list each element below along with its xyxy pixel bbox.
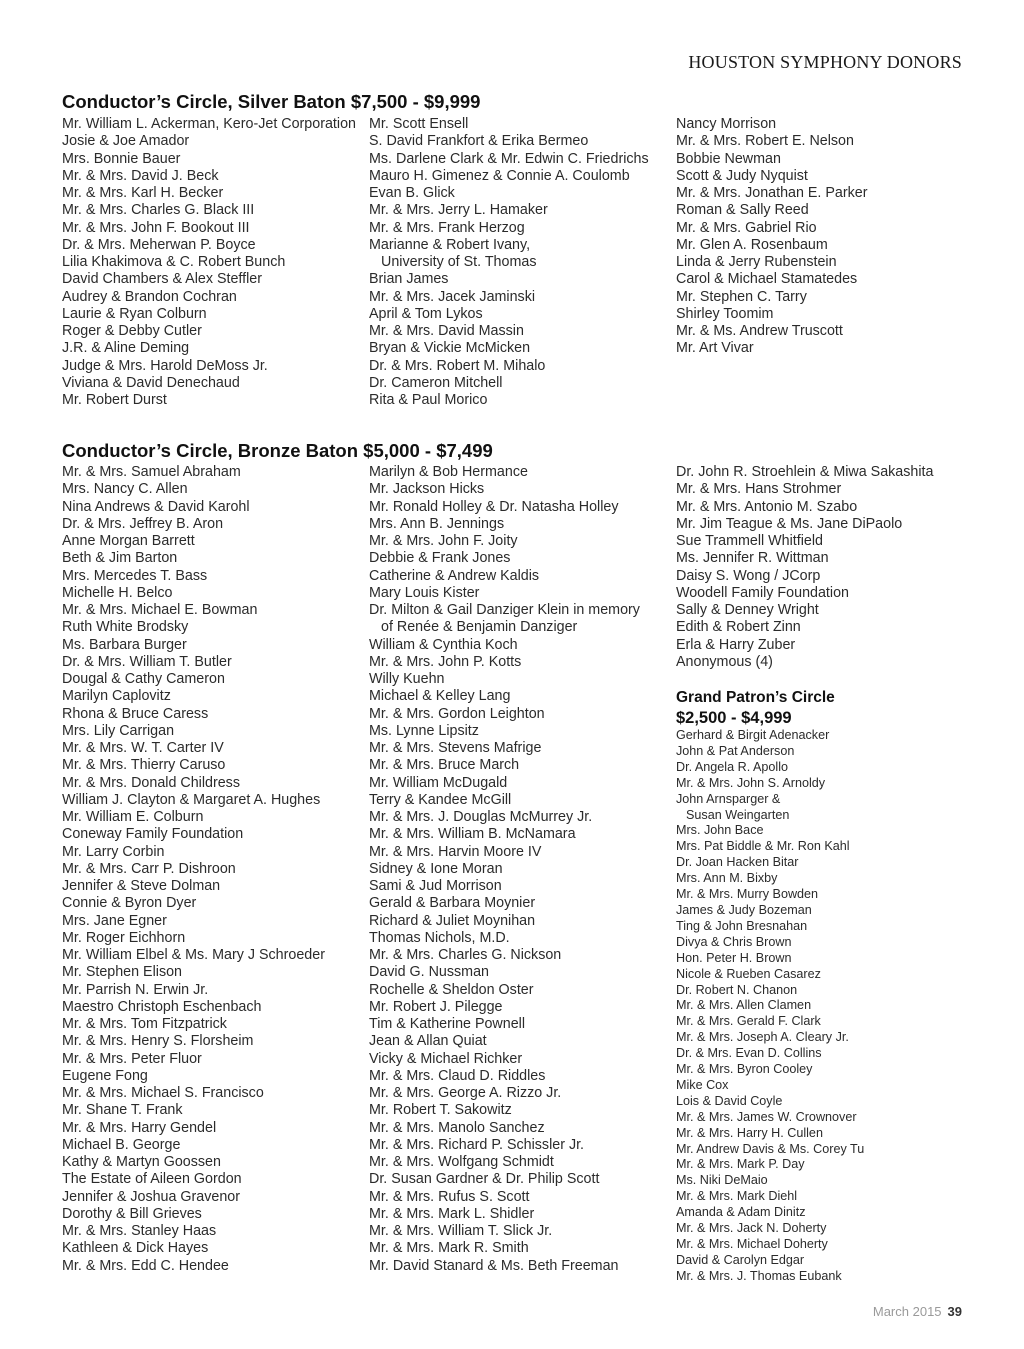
- donor-name: Bryan & Vickie McMicken: [369, 340, 531, 357]
- donor-name: Anonymous (4): [676, 653, 773, 670]
- donor-name: Mr. & Mrs. John P. Kotts: [369, 653, 522, 670]
- donor-name: Susan Weingarten: [686, 807, 790, 822]
- donor-name: Mr. & Mrs. Donald Childress: [62, 774, 240, 791]
- grand-patron-heading: [676, 688, 835, 728]
- donor-name: Dr. & Mrs. Jeffrey B. Aron: [62, 515, 224, 532]
- donor-name: Mrs. Bonnie Bauer: [62, 150, 181, 167]
- donor-name: Lilia Khakimova & C. Robert Bunch: [62, 254, 286, 270]
- donor-name: Dr. & Mrs. Meherwan P. Boyce: [62, 236, 256, 253]
- donor-name: Dr. Cameron Mitchell: [369, 374, 503, 391]
- donor-name: Mr. & Mrs. Stevens Mafrige: [369, 740, 542, 756]
- donor-name: Ms. Niki DeMaio: [676, 1173, 768, 1188]
- donor-name: Mr. & Mrs. David Massin: [369, 323, 524, 339]
- donor-name: Mr. Jim Teague & Ms. Jane DiPaolo: [676, 515, 903, 532]
- donor-name: Sue Trammell Whitfield: [676, 533, 823, 549]
- donor-name: Mary Louis Kister: [369, 584, 480, 601]
- donor-name: Dorothy & Bill Grieves: [62, 1205, 202, 1222]
- donor-name: Mr. Shane T. Frank: [62, 1102, 183, 1119]
- donor-name: Dr. Angela R. Apollo: [676, 759, 789, 774]
- donor-name: Mr. Glen A. Rosenbaum: [676, 236, 828, 253]
- donor-name: Sally & Denney Wright: [676, 602, 819, 618]
- donor-name: Nicole & Rueben Casarez: [676, 966, 821, 981]
- donor-name: Mr. & Mrs. Rufus S. Scott: [369, 1188, 530, 1205]
- donor-name: Ms. Darlene Clark & Mr. Edwin C. Friedrichs: [369, 150, 649, 167]
- donor-name: Mike Cox: [676, 1077, 729, 1092]
- donor-name: Edith & Robert Zinn: [676, 619, 801, 636]
- donor-name: Mr. & Mrs. Stanley Haas: [62, 1223, 217, 1239]
- donor-name: Mr. William L. Ackerman, Kero-Jet Corporation: [62, 116, 356, 132]
- donor-name: Mr. & Mrs. Tom Fitzpatrick: [62, 1016, 227, 1032]
- donor-name: Bobbie Newman: [676, 150, 781, 167]
- donor-name: Mr. & Mrs. J. Thomas Eubank: [676, 1268, 842, 1283]
- donor-name: Mr. Roger Eichhorn: [62, 929, 186, 946]
- donor-name: Mrs. John Bace: [676, 823, 764, 838]
- donor-name: Mr. & Mrs. Jonathan E. Parker: [676, 185, 868, 201]
- donor-name: Sidney & Ione Moran: [369, 860, 503, 877]
- donor-name: Mr. & Mrs. Jerry L. Hamaker: [369, 202, 548, 219]
- donor-name: Mr. & Mrs. Charles G. Black III: [62, 202, 255, 219]
- donor-name: Ting & John Bresnahan: [676, 918, 808, 933]
- donor-name: Mrs. Lily Carrigan: [62, 722, 175, 739]
- donor-name: Mr. & Mrs. Henry S. Florsheim: [62, 1033, 254, 1050]
- donor-name: Nina Andrews & David Karohl: [62, 498, 250, 515]
- donor-name: Evan B. Glick: [369, 185, 455, 201]
- donor-name: Connie & Byron Dyer: [62, 895, 197, 912]
- donor-name: Mr. Stephen Elison: [62, 964, 183, 981]
- donor-name: Mr. & Mrs. Mark Diehl: [676, 1189, 798, 1204]
- donor-name: Mr. Art Vivar: [676, 340, 754, 357]
- donor-name: Mr. & Mrs. Byron Cooley: [676, 1062, 813, 1077]
- donor-name: Mr. & Mrs. Harry H. Cullen: [676, 1125, 823, 1140]
- donor-name: Mr. William Elbel & Ms. Mary J Schroeder: [62, 947, 325, 963]
- donor-name: Mr. & Mrs. Gerald F. Clark: [676, 1014, 821, 1029]
- donor-name: Ms. Jennifer R. Wittman: [676, 550, 829, 567]
- publication-header: HOUSTON SYMPHONY DONORS: [688, 52, 962, 72]
- donor-name: Mr. & Mrs. Jack N. Doherty: [676, 1221, 827, 1236]
- donor-name: John Arnsparger &: [676, 791, 781, 806]
- donor-name: Mr. & Mrs. Mark R. Smith: [369, 1240, 529, 1257]
- donor-name: Dougal & Cathy Cameron: [62, 671, 225, 687]
- donor-name: Mrs. Nancy C. Allen: [62, 481, 188, 498]
- donor-name: Tim & Katherine Pownell: [369, 1016, 526, 1032]
- donor-name: Mr. David Stanard & Ms. Beth Freeman: [369, 1257, 619, 1274]
- donor-name: Jennifer & Steve Dolman: [62, 878, 221, 894]
- donor-name: Terry & Kandee McGill: [369, 791, 512, 808]
- donor-name: Willy Kuehn: [369, 671, 445, 687]
- donor-name: Richard & Juliet Moynihan: [369, 912, 536, 929]
- donor-name: Marilyn Caplovitz: [62, 688, 171, 705]
- donor-name: William & Cynthia Koch: [369, 636, 518, 653]
- grand-patron-donors-column: [676, 728, 976, 1285]
- donor-name: Viviana & David Denechaud: [62, 374, 240, 391]
- donor-name: Ms. Barbara Burger: [62, 636, 187, 653]
- donor-name: Mr. & Mrs. Frank Herzog: [369, 219, 525, 236]
- donor-name: Mr. & Mrs. David J. Beck: [62, 167, 219, 184]
- silver-donors-column-1: [62, 116, 362, 409]
- donor-name: Kathy & Martyn Goossen: [62, 1154, 221, 1170]
- donor-name: Mrs. Ann M. Bixby: [676, 871, 778, 886]
- donor-name: J.R. & Aline Deming: [62, 340, 190, 357]
- donor-name: Jean & Allan Quiat: [369, 1033, 487, 1050]
- donor-name: Mr. & Mrs. J. Douglas McMurrey Jr.: [369, 809, 593, 825]
- donor-name: Dr. Milton & Gail Danziger Klein in memory: [369, 602, 640, 618]
- donor-name: Mr. & Mrs. William B. McNamara: [369, 826, 576, 843]
- donor-name: Ruth White Brodsky: [62, 619, 189, 636]
- page-number: 39: [947, 1304, 962, 1319]
- donor-name: Mr. & Mrs. W. T. Carter IV: [62, 740, 224, 756]
- bronze-donors-column-3: [676, 464, 976, 671]
- donor-name: Coneway Family Foundation: [62, 826, 244, 843]
- donor-name: Mr. & Mrs. Hans Strohmer: [676, 481, 842, 498]
- donor-name: Lois & David Coyle: [676, 1093, 783, 1108]
- donor-name: John & Pat Anderson: [676, 743, 795, 758]
- donor-name: Mr. & Mrs. Robert E. Nelson: [676, 133, 854, 150]
- donor-name: William J. Clayton & Margaret A. Hughes: [62, 791, 321, 808]
- donor-name: Mr. & Mrs. John S. Arnoldy: [676, 775, 826, 790]
- donor-name: Ms. Lynne Lipsitz: [369, 722, 479, 739]
- donor-name: Daisy S. Wong / JCorp: [676, 567, 821, 584]
- donor-name: The Estate of Aileen Gordon: [62, 1171, 242, 1188]
- donor-name: of Renée & Benjamin Danziger: [381, 619, 578, 636]
- bronze-donors-column-2: [369, 464, 669, 1275]
- donor-name: James & Judy Bozeman: [676, 902, 812, 917]
- donor-name: Kathleen & Dick Hayes: [62, 1240, 209, 1257]
- donor-name: Dr. Joan Hacken Bitar: [676, 855, 799, 870]
- donor-name: Mr. & Mrs. Richard P. Schissler Jr.: [369, 1136, 585, 1153]
- donor-name: Michael & Kelley Lang: [369, 688, 511, 705]
- donor-name: Anne Morgan Barrett: [62, 533, 195, 549]
- donor-name: Mr. & Mrs. Edd C. Hendee: [62, 1257, 229, 1274]
- donor-name: Mr. William E. Colburn: [62, 809, 204, 825]
- donor-name: Mr. & Mrs. Jacek Jaminski: [369, 288, 536, 305]
- donor-name: Mr. & Mrs. Charles G. Nickson: [369, 947, 562, 963]
- donor-name: Mr. & Mrs. George A. Rizzo Jr.: [369, 1085, 562, 1101]
- donor-name: Mr. Robert Durst: [62, 392, 167, 408]
- grand-patron-heading-range: $2,500 - $4,999: [676, 709, 792, 727]
- donor-name: Mr. William McDugald: [369, 774, 508, 791]
- silver-donors-column-3: [676, 116, 976, 358]
- donor-name: David G. Nussman: [369, 964, 489, 981]
- donor-name: Mr. Parrish N. Erwin Jr.: [62, 981, 209, 998]
- donor-name: Nancy Morrison: [676, 116, 777, 132]
- donor-name: Mr. Robert T. Sakowitz: [369, 1102, 512, 1119]
- donor-name: Shirley Toomim: [676, 305, 774, 322]
- donor-name: Beth & Jim Barton: [62, 550, 178, 567]
- donor-name: Josie & Joe Amador: [62, 133, 190, 150]
- silver-donors-column-2: [369, 116, 669, 409]
- donor-name: Mr. & Mrs. Claud D. Riddles: [369, 1067, 546, 1084]
- donor-name: Mr. Andrew Davis & Ms. Corey Tu: [676, 1141, 865, 1156]
- donor-name: Gerald & Barbara Moynier: [369, 895, 536, 912]
- donor-name: Catherine & Andrew Kaldis: [369, 567, 540, 584]
- donor-name: Dr. Susan Gardner & Dr. Philip Scott: [369, 1171, 600, 1188]
- donor-name: Dr. John R. Stroehlein & Miwa Sakashita: [676, 464, 934, 480]
- donor-name: Mr. & Mrs. Michael Doherty: [676, 1237, 828, 1251]
- donor-name: Mr. & Mrs. Harry Gendel: [62, 1119, 217, 1136]
- donor-name: Mr. Larry Corbin: [62, 843, 165, 860]
- donor-name: David Chambers & Alex Steffler: [62, 271, 262, 288]
- donor-name: Scott & Judy Nyquist: [676, 167, 808, 184]
- donor-name: Judge & Mrs. Harold DeMoss Jr.: [62, 357, 268, 374]
- donor-name: Mr. & Mrs. Peter Fluor: [62, 1050, 202, 1067]
- issue-date: March 2015: [872, 1304, 942, 1319]
- donor-name: Marilyn & Bob Hermance: [369, 464, 528, 480]
- donor-name: April & Tom Lykos: [369, 305, 483, 322]
- donor-name: Vicky & Michael Richker: [369, 1050, 523, 1067]
- donor-name: Rita & Paul Morico: [369, 392, 488, 408]
- donor-name: Mr. & Mrs. Thierry Caruso: [62, 757, 226, 774]
- donor-name: Mrs. Jane Egner: [62, 912, 167, 929]
- donor-name: Mr. & Mrs. John F. Joity: [369, 533, 518, 549]
- donor-name: Mr. & Mrs. Samuel Abraham: [62, 464, 241, 480]
- donor-name: Laurie & Ryan Colburn: [62, 305, 207, 322]
- donor-name: Mr. & Mrs. John F. Bookout III: [62, 219, 250, 236]
- donor-name: Mr. Robert J. Pilegge: [369, 998, 503, 1015]
- donor-name: Eugene Fong: [62, 1067, 148, 1084]
- silver-baton-heading: Conductor’s Circle, Silver Baton $7,500 - $9,999: [62, 91, 481, 112]
- donor-name: Amanda & Adam Dinitz: [676, 1205, 806, 1220]
- donor-name: Jennifer & Joshua Gravenor: [62, 1188, 241, 1205]
- donor-name: Mr. & Mrs. Bruce March: [369, 757, 520, 774]
- donor-name: Mr. & Mrs. William T. Slick Jr.: [369, 1223, 553, 1239]
- donor-name: Marianne & Robert Ivany,: [369, 236, 531, 253]
- donor-name: Mrs. Mercedes T. Bass: [62, 567, 208, 584]
- donor-name: Mr. & Mrs. Gabriel Rio: [676, 219, 817, 236]
- donor-name: University of St. Thomas: [381, 254, 537, 270]
- donor-name: Brian James: [369, 271, 449, 288]
- donor-name: Michael B. George: [62, 1136, 181, 1153]
- donor-name: Mr. Stephen C. Tarry: [676, 288, 807, 305]
- donor-name: Mr. & Mrs. James W. Crownover: [676, 1109, 857, 1124]
- donor-name: Thomas Nichols, M.D.: [369, 929, 510, 946]
- donor-name: Mr. & Mrs. Mark P. Day: [676, 1157, 805, 1172]
- donor-name: Debbie & Frank Jones: [369, 550, 511, 567]
- donor-name: Roger & Debby Cutler: [62, 323, 202, 339]
- page-footer: [873, 1304, 962, 1319]
- donor-name: Gerhard & Birgit Adenacker: [676, 728, 830, 742]
- donor-name: Maestro Christoph Eschenbach: [62, 998, 262, 1015]
- donor-name: Sami & Jud Morrison: [369, 878, 502, 894]
- bronze-donors-column-1: [62, 464, 362, 1275]
- donor-name: Rhona & Bruce Caress: [62, 705, 209, 722]
- donor-name: Mr. & Mrs. Allen Clamen: [676, 998, 812, 1013]
- donor-name: Divya & Chris Brown: [676, 934, 792, 949]
- donor-name: Dr. & Mrs. William T. Butler: [62, 653, 232, 670]
- donor-name: Mr. Ronald Holley & Dr. Natasha Holley: [369, 498, 619, 515]
- donor-name: Mr. & Mrs. Manolo Sanchez: [369, 1119, 545, 1136]
- donor-name: S. David Frankfort & Erika Bermeo: [369, 133, 589, 150]
- donor-name: Dr. & Mrs. Robert M. Mihalo: [369, 357, 546, 374]
- donor-name: Mauro H. Gimenez & Connie A. Coulomb: [369, 167, 630, 184]
- donor-name: Linda & Jerry Rubenstein: [676, 254, 837, 270]
- donor-name: Mr. Scott Ensell: [369, 116, 469, 132]
- donor-name: Woodell Family Foundation: [676, 584, 849, 601]
- donor-name: Michelle H. Belco: [62, 584, 173, 601]
- donor-name: Dr. Robert N. Chanon: [676, 982, 798, 997]
- donor-name: Mr. & Mrs. Joseph A. Cleary Jr.: [676, 1030, 849, 1045]
- donor-name: Mr. & Mrs. Michael S. Francisco: [62, 1085, 264, 1101]
- donor-name: Dr. & Mrs. Evan D. Collins: [676, 1046, 822, 1061]
- donor-name: Hon. Peter H. Brown: [676, 950, 792, 965]
- donor-name: Mrs. Pat Biddle & Mr. Ron Kahl: [676, 839, 850, 854]
- donor-name: David & Carolyn Edgar: [676, 1252, 805, 1267]
- grand-patron-heading-title: Grand Patron’s Circle: [676, 689, 835, 706]
- donor-name: Mr. & Mrs. Karl H. Becker: [62, 185, 224, 201]
- donor-name: Mr. & Mrs. Antonio M. Szabo: [676, 498, 858, 515]
- donor-name: Mr. & Ms. Andrew Truscott: [676, 323, 843, 339]
- donor-name: Mrs. Ann B. Jennings: [369, 515, 505, 532]
- donor-name: Mr. & Mrs. Harvin Moore IV: [369, 843, 542, 860]
- donor-name: Mr. & Mrs. Gordon Leighton: [369, 705, 545, 722]
- donor-name: Mr. & Mrs. Carr P. Dishroon: [62, 860, 236, 877]
- donor-name: Roman & Sally Reed: [676, 202, 809, 219]
- donor-name: Mr. & Mrs. Mark L. Shidler: [369, 1205, 535, 1222]
- donor-name: Mr. & Mrs. Murry Bowden: [676, 887, 819, 902]
- donor-name: Rochelle & Sheldon Oster: [369, 981, 534, 998]
- donor-name: Mr. & Mrs. Wolfgang Schmidt: [369, 1154, 554, 1170]
- donor-name: Carol & Michael Stamatedes: [676, 271, 858, 288]
- bronze-baton-heading: Conductor’s Circle, Bronze Baton $5,000 - $7,499: [62, 440, 493, 461]
- donor-name: Erla & Harry Zuber: [676, 636, 796, 653]
- donor-name: Mr. Jackson Hicks: [369, 481, 485, 498]
- donor-name: Audrey & Brandon Cochran: [62, 288, 237, 305]
- donor-name: Mr. & Mrs. Michael E. Bowman: [62, 602, 258, 618]
